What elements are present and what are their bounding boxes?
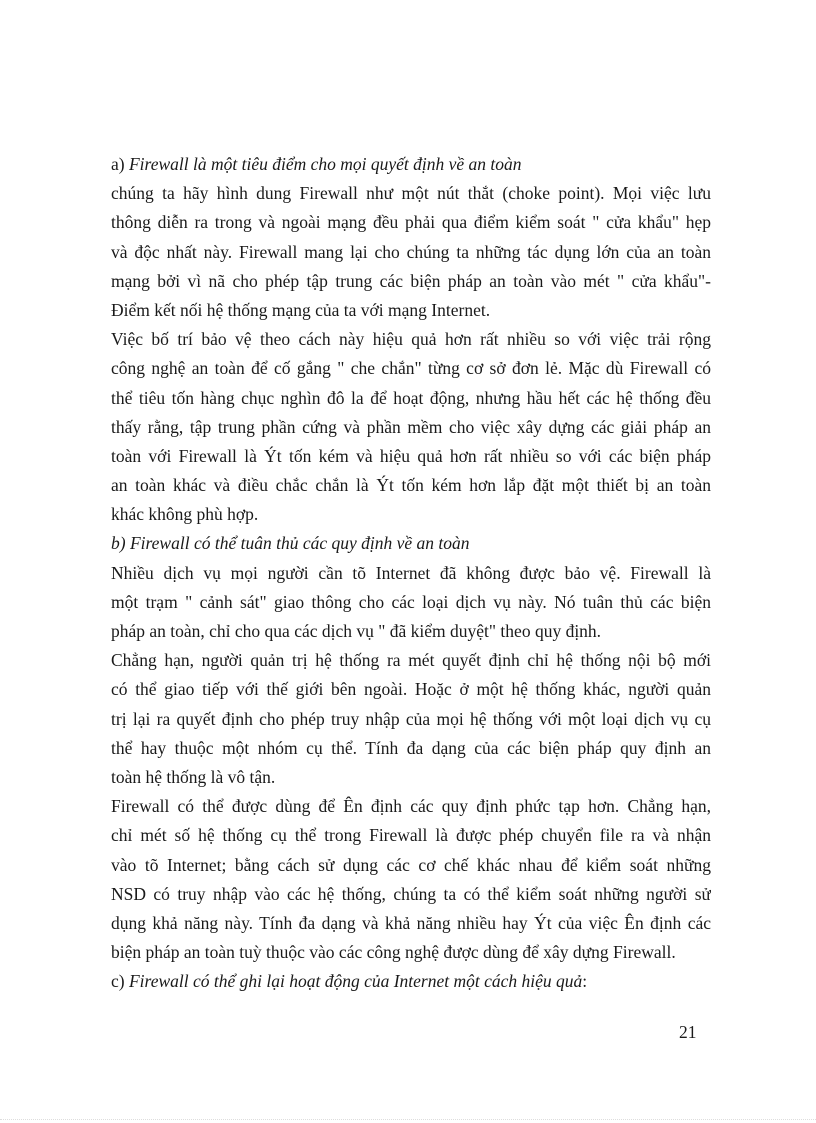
section-b-label: b) <box>111 533 126 554</box>
section-c-label: c) <box>111 971 125 992</box>
paragraph-line: toàn hệ thống là vô tận. <box>111 766 276 787</box>
section-c-suffix: : <box>582 971 588 992</box>
section-c-title: Firewall có thể ghi lại hoạt động của Internet một cách hiệu quả <box>128 971 583 992</box>
paragraph-line: khác không phù hợp. <box>111 504 259 525</box>
paragraph-line: Nhiều dịch vụ mọi người cần tõ Internet đã không được bảo vệ. Firewall là <box>111 562 711 583</box>
paragraph-line: trị lại ra quyết định cho phép truy nhập của mọi hệ thống với một loại dịch vụ cụ <box>111 708 711 729</box>
paragraph-line: mạng bởi vì nã cho phép tập trung các biện pháp an toàn vào mét " cửa khẩu"- <box>111 270 711 291</box>
paragraph-line: công nghệ an toàn để cố gắng " che chắn" từng cơ sở đơn lẻ. Mặc dù Firewall có <box>111 358 711 379</box>
section-b-title: Firewall có thể tuân thủ các quy định về an toàn <box>129 533 470 554</box>
section-c-heading <box>111 967 719 996</box>
section-b-heading <box>111 529 719 558</box>
paragraph-line: một trạm " cảnh sát" giao thông cho các loại dịch vụ này. Nó tuân thủ các biện <box>111 591 711 612</box>
paragraph-line: chúng ta hãy hình dung Firewall như một nút thắt (choke point). Mọi việc lưu <box>111 183 711 204</box>
page-bottom-divider <box>0 1119 816 1120</box>
paragraph-line: NSD có truy nhập vào các hệ thống, chúng ta có thể kiểm soát những người sử <box>111 883 711 904</box>
section-a-heading <box>111 150 719 179</box>
paragraph-line: dụng khả năng này. Tính đa dạng và khả năng nhiều hay Ýt của việc Ên định các <box>111 912 711 933</box>
page-content <box>111 150 719 996</box>
paragraph-line: pháp an toàn, chỉ cho qua các dịch vụ " đã kiểm duyệt" theo quy định. <box>111 621 602 641</box>
paragraph-line: thể tiêu tốn hàng chục nghìn đô la để hoạt động, nhưng hầu hết các hệ thống đều <box>111 387 711 408</box>
paragraph-line: Điểm kết nối hệ thống mạng của ta với mạng Internet. <box>111 299 491 320</box>
paragraph-line: Chẳng hạn, người quản trị hệ thống ra mét quyết định chỉ hệ thống nội bộ mới <box>111 650 711 671</box>
paragraph-line: Việc bố trí bảo vệ theo cách này hiệu quả hơn rất nhiều so với việc trải rộng <box>111 329 711 350</box>
paragraph-line: và độc nhất này. Firewall mang lại cho chúng ta những tác dụng lớn của an toàn <box>111 241 711 262</box>
paragraph-4 <box>111 646 719 792</box>
paragraph-line: toàn với Firewall là Ýt tốn kém và hiệu quả hơn rất nhiều so với các biện pháp <box>111 445 711 466</box>
paragraph-5 <box>111 792 719 967</box>
paragraph-line: thể hay thuộc một nhóm cụ thể. Tính đa dạng của các biện pháp quy định an <box>111 737 711 758</box>
paragraph-3 <box>111 559 719 647</box>
paragraph-line: biện pháp an toàn tuỳ thuộc vào các công nghệ được dùng để xây dựng Firewall. <box>111 942 676 963</box>
section-a-label: a) <box>111 154 125 174</box>
paragraph-line: thông diễn ra trong và ngoài mạng đều phải qua điểm kiểm soát " cửa khẩu" hẹp <box>111 212 711 233</box>
paragraph-line: Firewall có thể được dùng để Ên định các quy định phức tạp hơn. Chẳng hạn, <box>111 796 711 817</box>
paragraph-line: thấy rằng, tập trung phần cứng và phần mềm cho việc xây dựng các giải pháp an <box>111 416 711 437</box>
paragraph-2 <box>111 325 719 529</box>
paragraph-line: chỉ mét số hệ thống cụ thể trong Firewall là được phép chuyển file ra và nhận <box>111 825 711 846</box>
paragraph-line: an toàn khác và điều chắc chắn là Ýt tốn kém hơn lắp đặt một thiết bị an toàn <box>111 475 711 496</box>
paragraph-1 <box>111 179 719 325</box>
paragraph-line: vào tõ Internet; bằng cách sử dụng các cơ chế khác nhau để kiểm soát những <box>111 854 711 875</box>
paragraph-line: có thể giao tiếp với thế giới bên ngoài. Hoặc ở một hệ thống khác, người quản <box>111 679 711 700</box>
section-a-title: Firewall là một tiêu điểm cho mọi quyết định về an toàn <box>128 154 522 174</box>
page-number: 21 <box>679 1022 697 1042</box>
